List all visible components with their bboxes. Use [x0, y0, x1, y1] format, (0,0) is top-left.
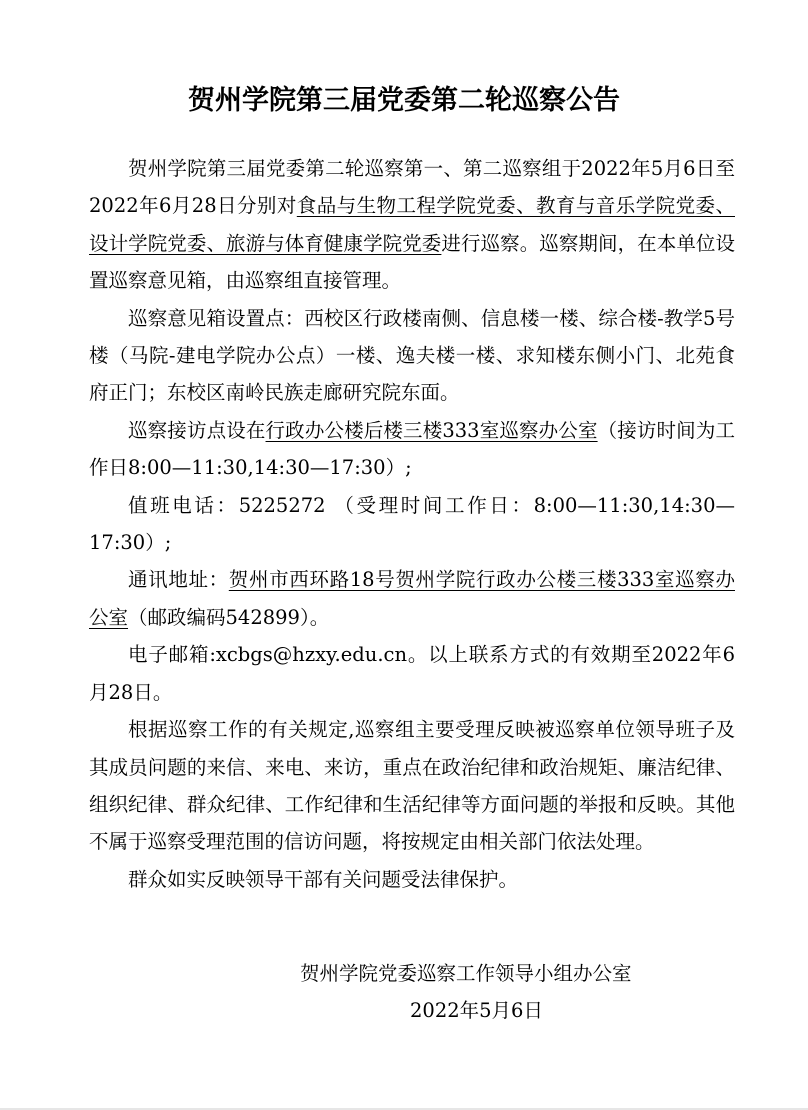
signature-block	[300, 955, 720, 1030]
paragraph-text: 进行巡察。巡察期间，在本单位设置巡察意见箱，由巡察组直接管理。	[89, 231, 735, 293]
paragraph-email: 电子邮箱:xcbgs@hzxy.edu.cn。以上联系方式的有效期至2022年6月28日。	[89, 643, 735, 704]
paragraph-text: 通讯地址：	[128, 568, 229, 592]
paragraph-opinion-box-locations: 巡察意见箱设置点：西校区行政楼南侧、信息楼一楼、综合楼-教学5号楼（马院-建电学院办公点）一楼、逸夫楼一楼、求知楼东侧小门、北苑食府正门；东校区南岭民族走廊研究院东面。	[89, 306, 735, 405]
paragraph-text: （邮政编码542899）。	[128, 605, 330, 629]
paragraph-text: 巡察接访点设在	[128, 418, 266, 442]
paragraph-mailing-address	[89, 561, 735, 636]
reception-location: 行政办公楼后楼三楼333室巡察办公室	[265, 418, 598, 442]
inspected-units: 食品与生物工程学院党委、教育与音乐学院党委、设计学院党委、旅游与体育健康学院党委	[89, 194, 735, 255]
document-body	[89, 150, 735, 898]
mailing-address: 贺州市西环路18号贺州学院行政办公楼三楼333室巡察办公室	[89, 568, 735, 629]
document-title: 贺州学院第三届党委第二轮巡察公告	[188, 85, 620, 116]
signature-organization: 贺州学院党委巡察工作领导小组办公室	[300, 962, 632, 985]
paragraph-text: 贺州学院第三届党委第二轮巡察第一、第二巡察组于2022年5月6日至2022年6月28日分别对	[89, 157, 735, 218]
signature-date: 2022年5月6日	[410, 999, 543, 1023]
paragraph-inspection-scope	[89, 150, 735, 300]
paragraph-text: （接访时间为工作日8:00—11:30,14:30—17:30）;	[89, 418, 735, 480]
paragraph-legal-protection: 群众如实反映领导干部有关问题受法律保护。	[128, 867, 519, 891]
paragraph-reception-point	[89, 412, 735, 487]
paragraph-regulations: 根据巡察工作的有关规定,巡察组主要受理反映被巡察单位领导班子及其成员问题的来信、来电、来访，重点在政治纪律和政治规矩、廉洁纪律、组织纪律、群众纪律、工作纪律和生活纪律等方面问题的举报和反映。其他不属于巡察受理范围的信访问题，将按规定由相关部门依法处理。	[89, 718, 735, 854]
paragraph-duty-phone: 值班电话：5225272 （受理时间工作日：8:00—11:30,14:30—17:30）;	[89, 493, 735, 555]
